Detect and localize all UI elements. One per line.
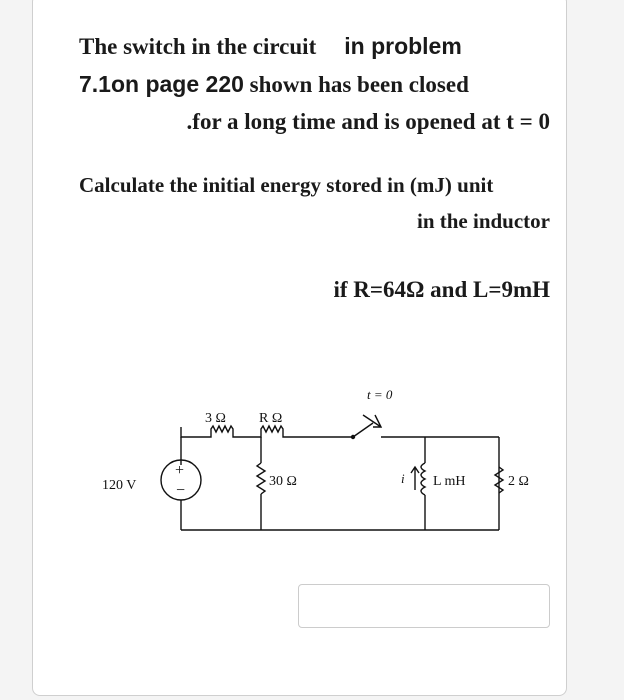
inductor	[421, 463, 425, 495]
question-line-4: Calculate the initial energy stored in (mJ) unit	[79, 173, 494, 197]
resistor-r-label: R Ω	[259, 411, 283, 426]
source-minus: −	[176, 482, 186, 499]
resistor-3-label: 3 Ω	[205, 411, 226, 426]
resistor-30	[257, 463, 265, 494]
current-label: i	[401, 471, 405, 486]
answer-input[interactable]	[298, 584, 550, 628]
switch-contact	[352, 436, 355, 439]
switch-blade	[353, 423, 373, 437]
switch-arrow	[363, 415, 381, 427]
source-plus: +	[175, 462, 185, 479]
question-text: shown has been closed	[249, 72, 469, 97]
wire	[181, 426, 353, 437]
current-arrow	[411, 467, 419, 490]
switch-label: t = 0	[367, 387, 393, 402]
question-line-3: .for a long time and is opened at t = 0	[186, 109, 550, 134]
resistor-2-label: 2 Ω	[508, 474, 529, 489]
resistor-30-label: 30 Ω	[269, 474, 297, 489]
question-line-5: in the inductor	[416, 209, 550, 233]
question-line-6: if R=64Ω and L=9mH	[333, 277, 550, 302]
source-label: 120 V	[102, 478, 137, 493]
inductor-label: L mH	[433, 474, 466, 489]
circuit-diagram	[33, 0, 568, 555]
question-text: in problem	[344, 33, 462, 59]
question-text: 7.1on page 220	[79, 71, 244, 97]
question-card	[32, 0, 567, 696]
question-text: The switch in the circuit	[79, 34, 317, 59]
